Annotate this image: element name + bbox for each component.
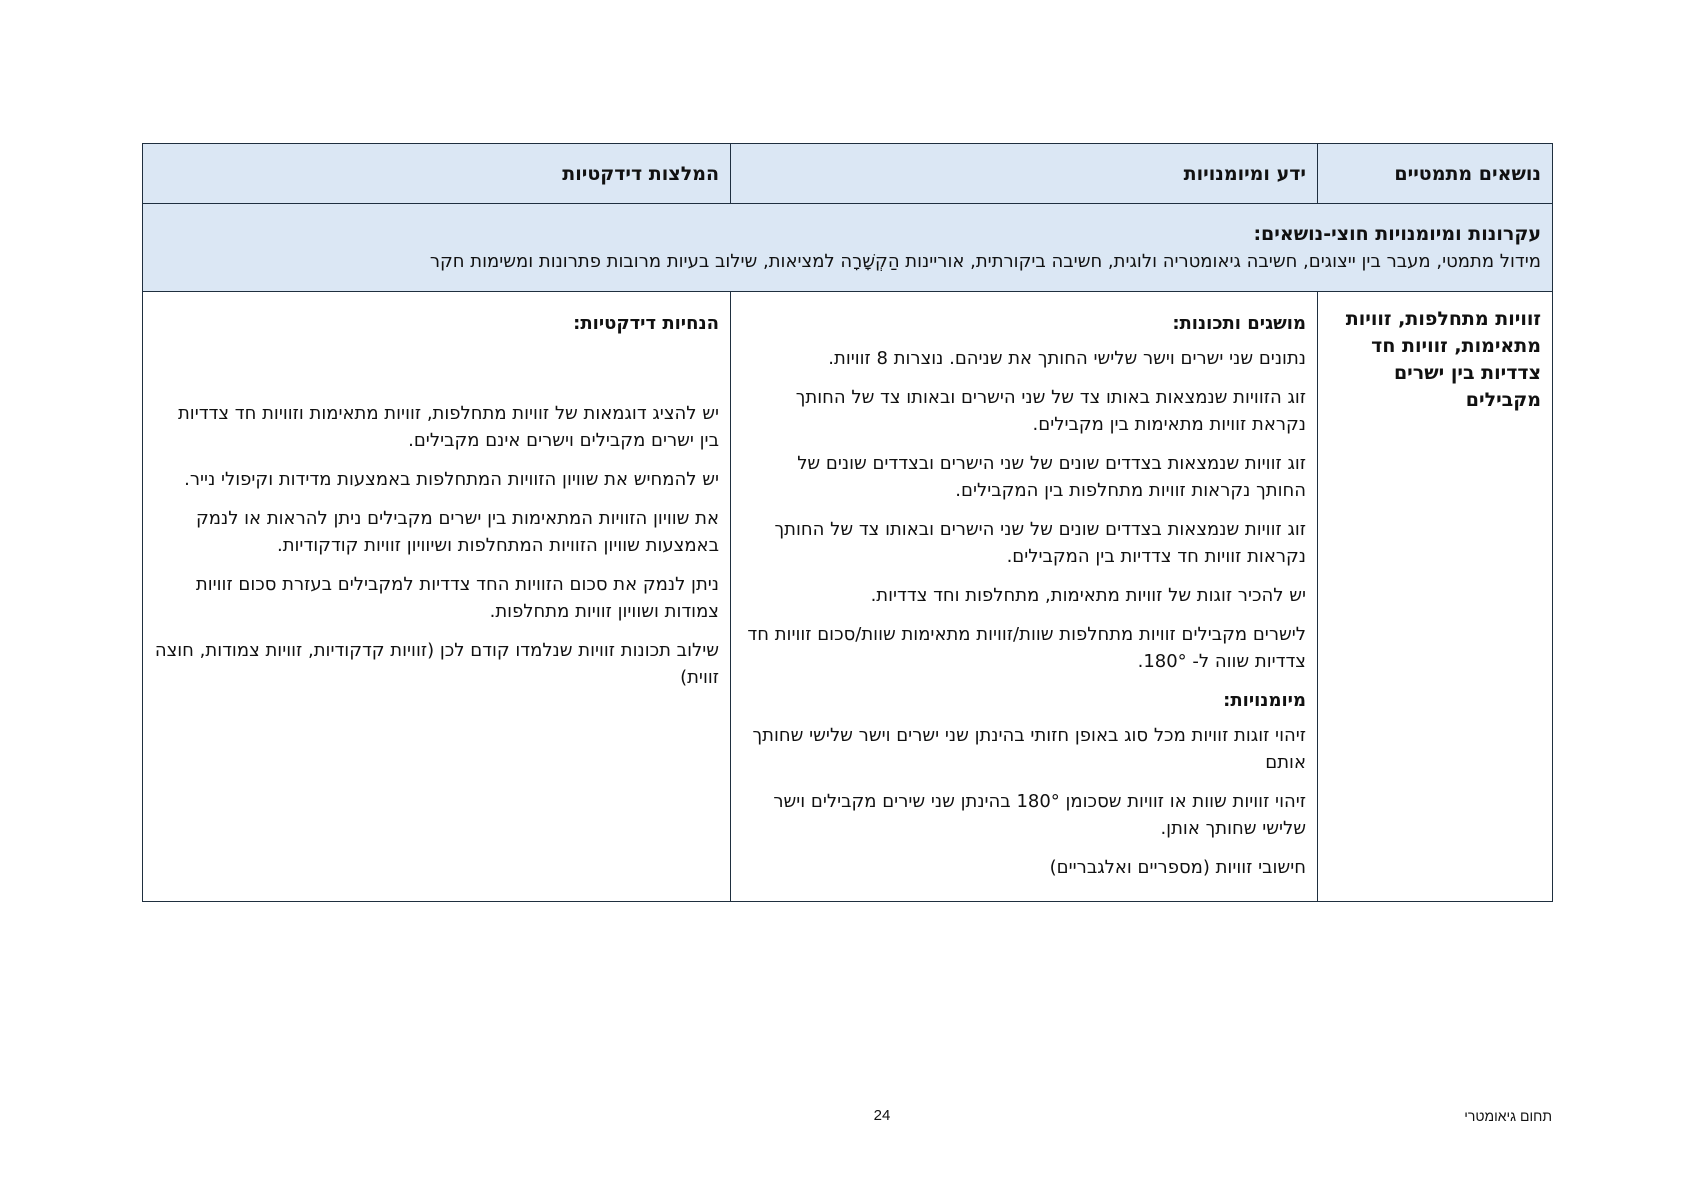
page-number: 24 <box>873 1107 891 1124</box>
concept-item: נתונים שני ישרים וישר שלישי החותך את שניהם. נוצרות 8 זוויות. <box>828 348 1306 369</box>
header-topics: נושאים מתמטיים <box>1318 144 1553 204</box>
content-row <box>143 292 1553 902</box>
cross-topic-cell <box>143 204 1553 292</box>
cross-topic-row <box>143 204 1553 292</box>
concept-item: יש להכיר זוגות של זוויות מתאימות, מתחלפות וחד צדדיות. <box>870 585 1306 606</box>
didactic-item: יש להמחיש את שוויון הזוויות המתחלפות באמצעות מדידות וקיפולי נייר. <box>184 469 719 490</box>
header-knowledge: ידע ומיומנויות <box>731 144 1318 204</box>
skill-item: חישובי זוויות (מספריים ואלגבריים) <box>1049 857 1306 878</box>
header-didactic: המלצות דידקטיות <box>143 144 731 204</box>
cross-topic-text: מידול מתמטי, מעבר בין ייצוגים, חשיבה גיאומטריה ולוגית, חשיבה ביקורתית, אוריינות הַקְשָׁרָה למציאות, שילוב בעיות מרובות פתרונות ומשימות חקר <box>429 250 1541 272</box>
curriculum-table <box>142 143 1553 902</box>
concept-item: זוג זוויות שנמצאות בצדדים שונים של שני הישרים ובצדדים שונים של החותך נקראות זוויות מתחלפות בין המקבילים. <box>797 453 1306 501</box>
didactic-cell <box>143 292 731 902</box>
concept-item: זוג זוויות שנמצאות בצדדים שונים של שני הישרים ובאותו צד של החותך נקראות זוויות חד צדדיות בין המקבילים. <box>774 519 1306 567</box>
skills-title: מיומנויות: <box>1223 690 1306 711</box>
concept-item: לישרים מקבילים זוויות מתחלפות שוות/זוויות מתאימות שוות/סכום זוויות חד צדדיות שווה ל- 180°. <box>747 624 1306 672</box>
knowledge-cell <box>731 292 1318 902</box>
concept-item: זוג הזוויות שנמצאות באותו צד של שני הישרים ובאותו צד של החותך נקראת זוויות מתאימות בין מקבילים. <box>795 387 1306 435</box>
skill-item: זיהוי זוויות שוות או זוויות שסכומן 180° בהינתן שני שירים מקבילים וישר שלישי שחותך אותן. <box>773 791 1306 839</box>
spacer <box>154 345 719 400</box>
topic-cell <box>1318 292 1553 902</box>
didactic-item: יש להציג דוגמאות של זוויות מתחלפות, זוויות מתאימות וזוויות חד צדדיות בין ישרים מקבילים וישרים אינם מקבילים. <box>177 403 719 451</box>
didactic-item: שילוב תכונות זוויות שנלמדו קודם לכן (זוויות קדקודיות, זוויות צמודות, חוצה זווית) <box>154 640 719 688</box>
didactic-item: את שוויון הזוויות המתאימות בין ישרים מקבילים ניתן להראות או לנמק באמצעות שוויון הזוויות המתחלפות ושיוויון זוויות קודקודיות. <box>196 508 719 556</box>
concepts-title: מושגים ותכונות: <box>1172 313 1306 334</box>
didactic-title: הנחיות דידקטיות: <box>573 313 719 334</box>
footer-section-name: תחום גיאומטרי <box>1464 1108 1552 1124</box>
topic-title: זוויות מתחלפות, זוויות מתאימות, זוויות חד צדדיות בין ישרים מקבילים <box>1345 308 1541 411</box>
skill-item: זיהוי זוגות זוויות מכל סוג באופן חזותי בהינתן שני ישרים וישר שלישי שחותך אותם <box>752 725 1306 773</box>
didactic-item: ניתן לנמק את סכום הזוויות החד צדדיות למקבילים בעזרת סכום זוויות צמודות ושוויון זוויות מתחלפות. <box>195 574 719 622</box>
cross-topic-title: עקרונות ומיומנויות חוצי-נושאים: <box>1253 222 1541 245</box>
header-row <box>143 144 1553 204</box>
